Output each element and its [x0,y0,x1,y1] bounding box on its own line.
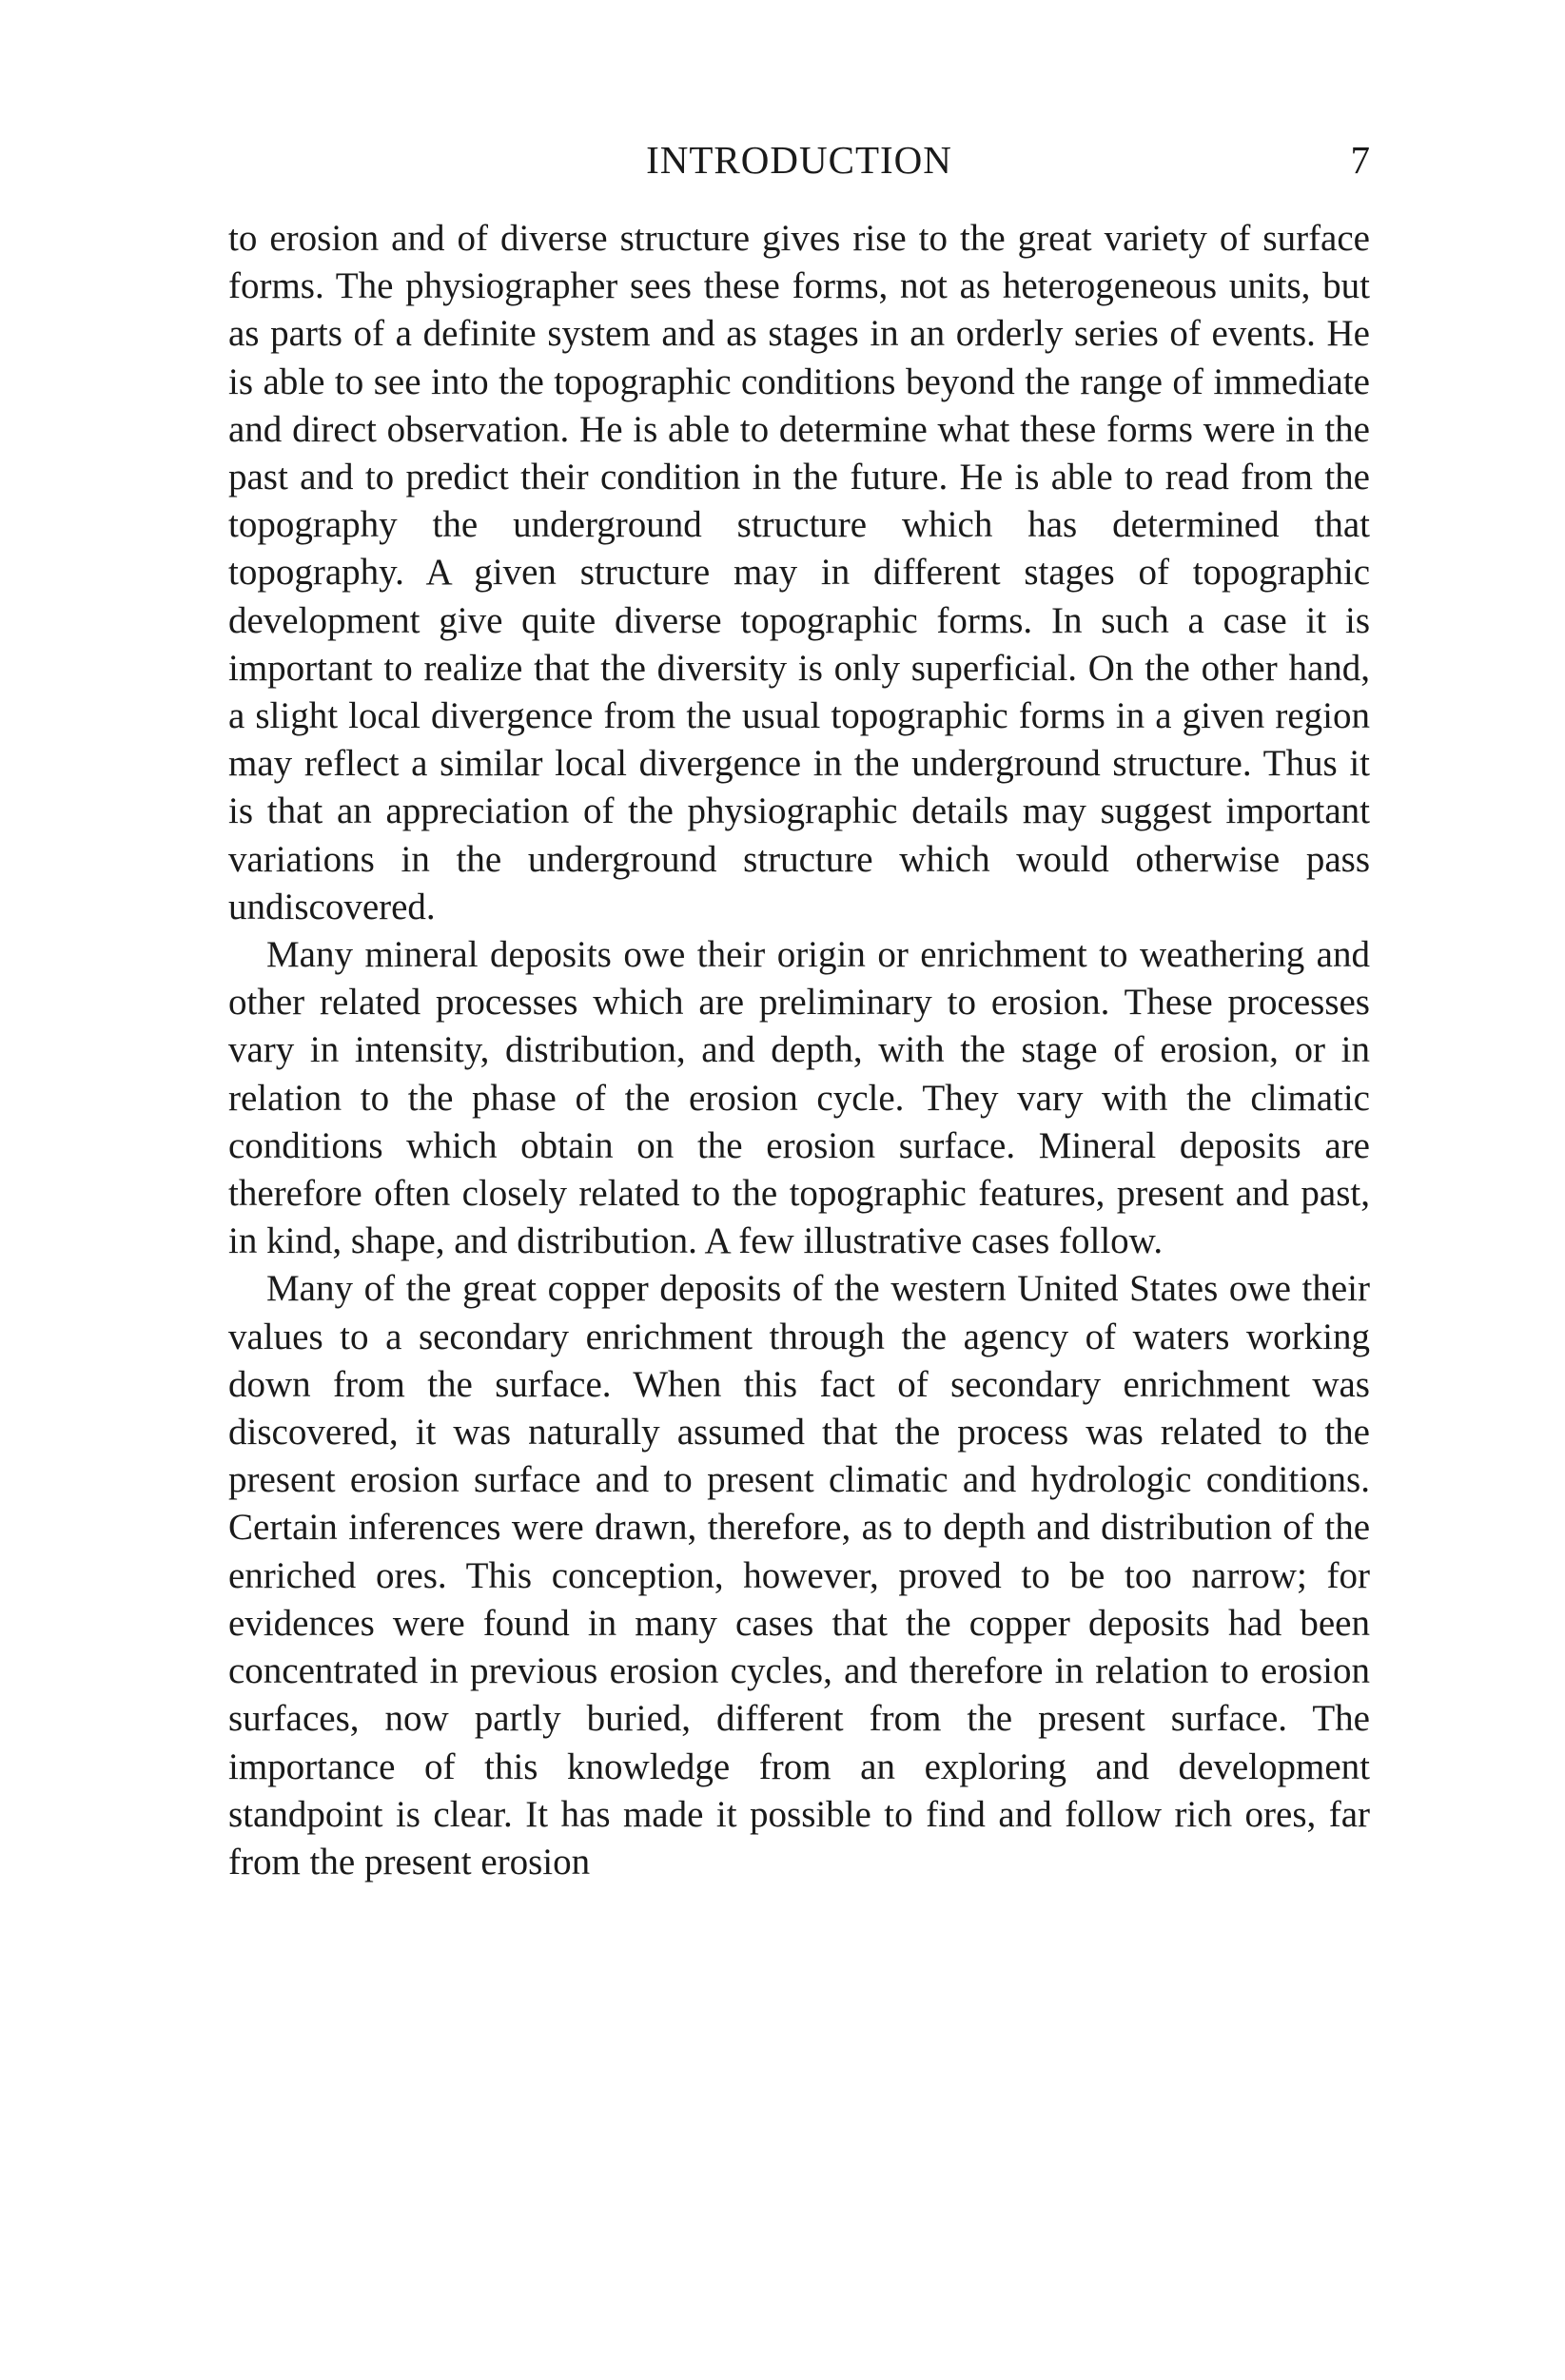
body-text [228,215,1370,1886]
page-number: 7 [1350,138,1370,182]
paragraph-copper-deposits: Many of the great copper deposits of the western United States owe their values to a secondary enrichment through the agency of waters working down from the surface. When this fact of secondary enrichment was discovered, it was naturally assumed that the process was related to the present erosion surface and to present climatic and hydrologic conditions. Certain inferences were drawn, therefore, as to depth and distribution of the enriched ores. This conception, however, proved to be too narrow; for evidences were found in many cases that the copper deposits had been concentrated in previous erosion cycles, and therefore in relation to erosion surfaces, now partly buried, different from the present surface. The importance of this knowledge from an exploring and development standpoint is clear. It has made it possible to find and follow rich ores, far from the present erosion [228,1268,1370,1883]
paragraph-continued: to erosion and of diverse structure gives rise to the great variety of surface forms. The physiographer sees these forms, not as heterogeneous units, but as parts of a definite system and as stages in an orderly series of events. He is able to see into the topographic conditions beyond the range of immediate and direct observation. He is able to determine what these forms were in the past and to predict their condition in the future. He is able to read from the topography the underground structure which has determined that topography. A given structure may in different stages of topographic development give quite diverse topographic forms. In such a case it is important to realize that the diversity is only superficial. On the other hand, a slight local divergence from the usual topographic forms in a given region may reflect a similar local divergence in the underground structure. Thus it is that an appreciation of the physiographic details may suggest important variations in the underground structure which would otherwise pass undiscovered. [228,218,1370,927]
paragraph-mineral-deposits: Many mineral deposits owe their origin or enrichment to weathering and other related processes which are preliminary to erosion. These processes vary in intensity, distribution, and depth, with the stage of erosion, or in relation to the phase of the erosion cycle. They vary with the climatic conditions which obtain on the erosion surface. Mineral deposits are therefore often closely related to the topographic features, present and past, in kind, shape, and distribution. A few illustrative cases follow. [228,934,1370,1262]
running-head [228,131,1370,188]
chapter-title: INTRODUCTION [646,138,952,182]
